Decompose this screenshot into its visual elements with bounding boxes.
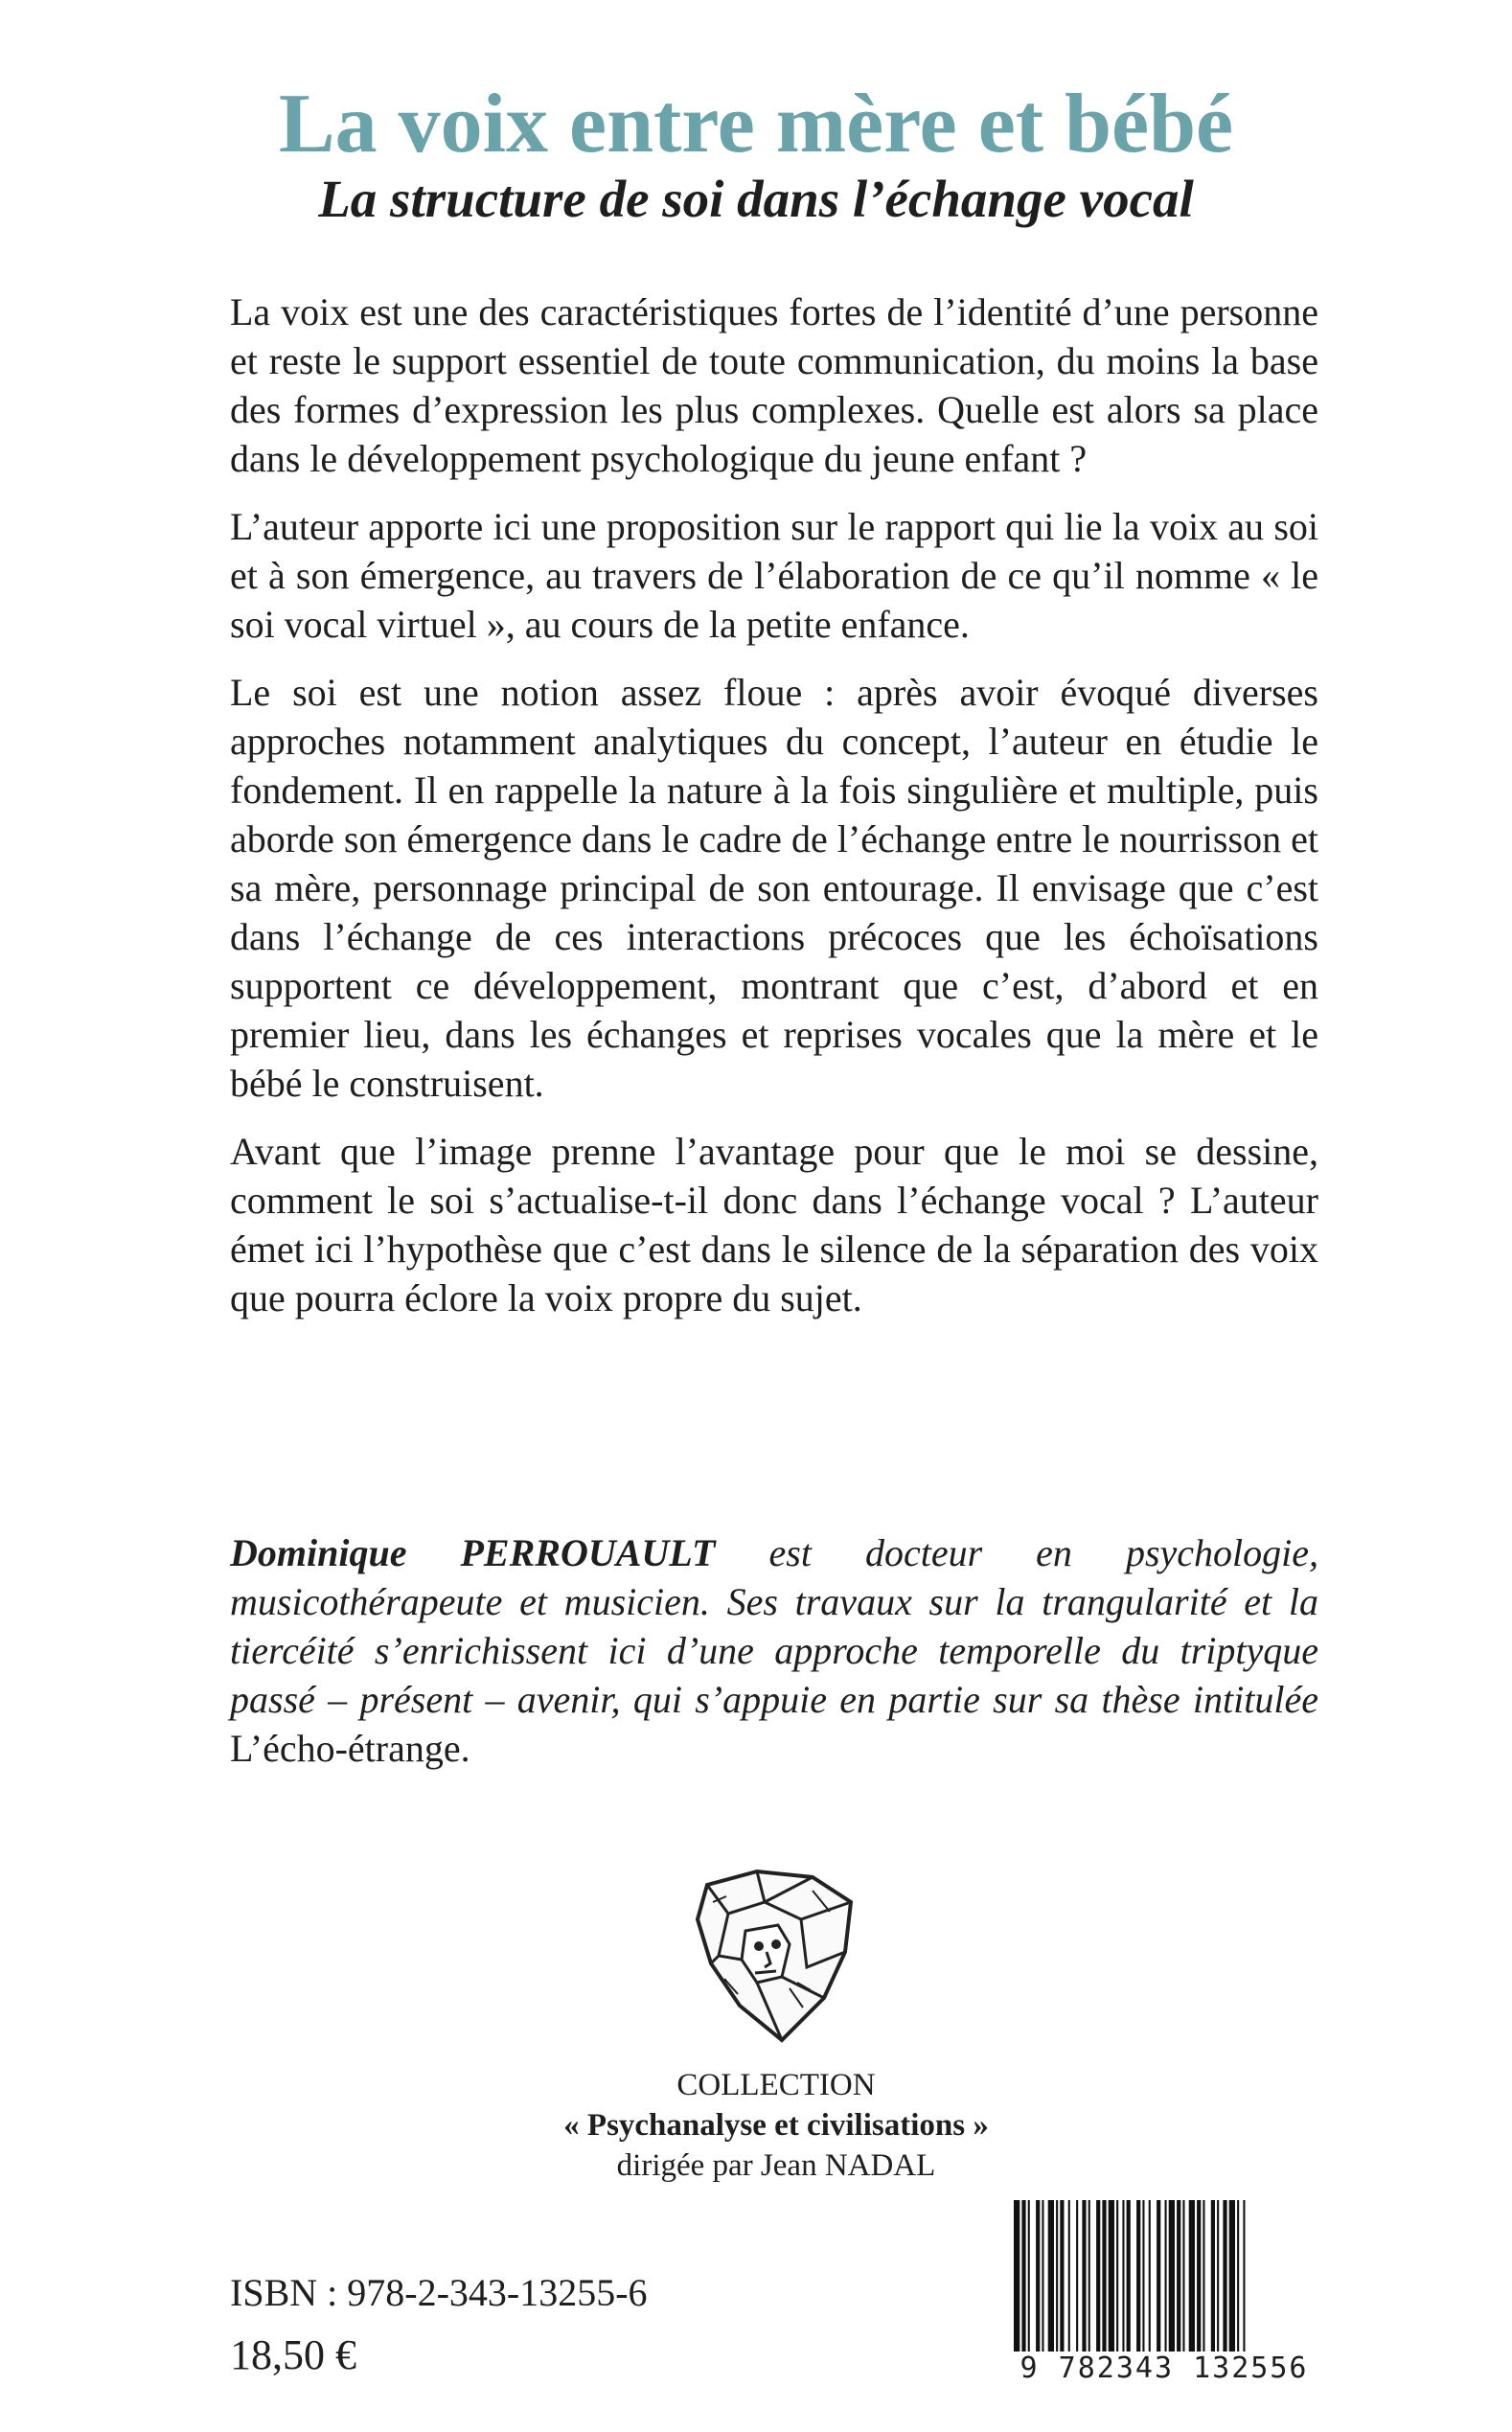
- barcode-bar: [1165, 2200, 1167, 2353]
- barcode: [1008, 2200, 1320, 2401]
- barcode-bar: [1028, 2200, 1030, 2353]
- barcode-digits: 9 782343 132556: [1008, 2352, 1320, 2385]
- barcode-bar: [1157, 2200, 1160, 2353]
- barcode-bar: [1149, 2200, 1151, 2353]
- barcode-bar: [1169, 2200, 1175, 2353]
- barcode-bar: [1223, 2200, 1226, 2353]
- collection-label: COLLECTION: [676, 2068, 876, 2102]
- barcode-bar: [1136, 2200, 1140, 2353]
- back-cover-summary: [230, 287, 1318, 1342]
- price: 18,50 €: [230, 2331, 356, 2378]
- crest-face-logo-icon: [690, 1864, 862, 2046]
- barcode-bar: [1197, 2200, 1201, 2353]
- barcode-bar: [1082, 2200, 1086, 2353]
- barcode-bar: [1116, 2200, 1118, 2353]
- barcode-bar: [1182, 2200, 1184, 2353]
- collection-director: dirigée par Jean NADAL: [616, 2148, 936, 2183]
- barcode-bar: [1060, 2200, 1064, 2353]
- collection-name: « Psychanalyse et civilisations »: [563, 2108, 989, 2143]
- barcode-bar: [1243, 2200, 1245, 2353]
- author-bio-text: est docteur en psychologie, musicothérapeute et musicien. Ses travaux sur la trangularité et la tiercéité s’enrichissent ici d’une approche temporelle du triptyque passé – présent – avenir, qui s’appuie en partie sur sa thèse intitulée: [230, 1531, 1318, 1721]
- isbn: ISBN : 978-2-343-13255-6: [230, 2271, 648, 2314]
- barcode-bar: [1036, 2200, 1040, 2353]
- author-bio: [230, 1528, 1318, 1773]
- barcode-bar: [1088, 2200, 1090, 2353]
- barcode-bar: [1127, 2200, 1131, 2353]
- barcode-bar: [1042, 2200, 1043, 2353]
- barcode-bar: [1211, 2200, 1215, 2353]
- barcode-bar: [1177, 2200, 1180, 2353]
- barcode-bar: [1237, 2200, 1239, 2353]
- barcode-bar: [1048, 2200, 1054, 2353]
- barcode-bar: [1189, 2200, 1195, 2353]
- book-subtitle: La structure de soi dans l’échange vocal: [318, 170, 1194, 228]
- barcode-bar: [1203, 2200, 1204, 2353]
- author-name: Dominique PERROUAULT: [230, 1531, 716, 1574]
- barcode-bar: [1014, 2200, 1019, 2353]
- barcode-bar: [1056, 2200, 1058, 2353]
- barcode-bar: [1102, 2200, 1106, 2353]
- barcode-bar: [1229, 2200, 1235, 2353]
- barcode-bar: [1068, 2200, 1070, 2353]
- barcode-bar: [1142, 2200, 1144, 2353]
- summary-paragraph: L’auteur apporte ici une proposition sur le rapport qui lie la voix au soi et à son émergence, au travers de l’élaboration de ce qu’il nomme « le soi vocal virtuel », au cours de la petite enfance.: [230, 505, 1318, 646]
- barcode-bar: [1217, 2200, 1219, 2353]
- barcode-bar: [1076, 2200, 1078, 2353]
- summary-paragraph: Avant que l’image prenne l’avantage pour que le moi se dessine, comment le soi s’actualise-t-il donc dans l’échange vocal ? L’auteur émet ici l’hypothèse que c’est dans le silence de la séparation des voix que pourra éclore la voix propre du sujet.: [230, 1130, 1318, 1319]
- barcode-bar: [1122, 2200, 1124, 2353]
- barcode-bar: [1096, 2200, 1100, 2353]
- book-title: La voix entre mère et bébé: [278, 78, 1234, 171]
- summary-paragraph: Le soi est une notion assez floue : après avoir évoqué diverses approches notamment analytiques du concept, l’auteur en étudie le fondement. Il en rappelle la nature à la fois singulière et multiple, puis aborde son émergence dans le cadre de l’échange entre le nourrisson et sa mère, personnage principal de son entourage. Il envisage que c’est dans l’échange de ces interactions précoces que les échoïsations supportent ce développement, montrant que c’est, d’abord et en premier lieu, dans les échanges et reprises vocales que la mère et le bébé le construisent.: [230, 671, 1318, 1105]
- barcode-bar: [1021, 2200, 1025, 2353]
- thesis-title: L’écho-étrange.: [230, 1727, 470, 1770]
- barcode-bar: [1109, 2200, 1114, 2353]
- summary-paragraph: La voix est une des caractéristiques fortes de l’identité d’une personne et reste le support essentiel de toute communication, du moins la base des formes d’expression les plus complexes. Quelle est alors sa place dans le développement psychologique du jeune enfant ?: [230, 290, 1318, 480]
- collection-info: [0, 2065, 1512, 2186]
